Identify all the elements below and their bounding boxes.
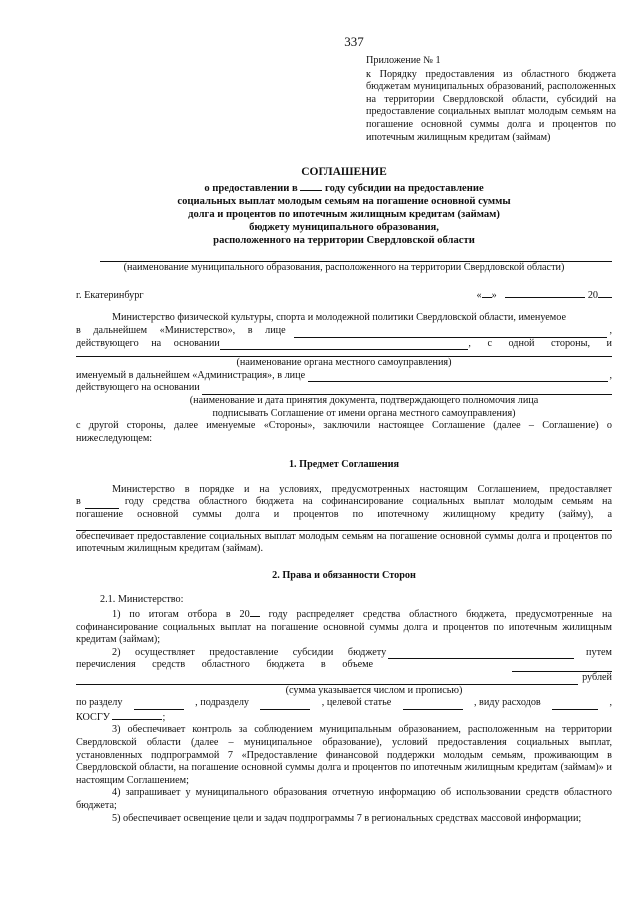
mo-name-caption: (наименование муниципального образования, расположенного на территории Свердловской области) [123, 262, 565, 274]
title-line-1-end: году субсидии на предоставление [325, 183, 484, 195]
administration-representative-label: именуемый в дальнейшем «Администрация», в лице [76, 369, 306, 381]
target-article-blank [403, 700, 463, 710]
item-2-by: путем [586, 646, 612, 658]
parties-block [76, 312, 612, 445]
page-number: 337 [344, 34, 364, 49]
ministry-representative-blank [294, 328, 608, 338]
appendix-text: к Порядку предоставления из областного бюджета бюджетам муниципальных образований, расположенных на территории Свердловской области, субсидий на предоставление социальных выплат молодым семьям на погашение основной суммы долга и процентов по ипотечным жилищным кредитам (займам) [366, 68, 616, 143]
kosgu-label: КОСГУ [76, 711, 110, 723]
section-1-line-4: обеспечивает предоставление социальных выплат молодым семьям на погашение основной суммы долга и процентов по ипотечным жилищным кредитам (займам). [76, 530, 612, 555]
semicolon: ; [162, 711, 166, 723]
organ-name-line [76, 350, 612, 357]
subsection-code-blank [260, 700, 310, 710]
amount-blank [512, 662, 612, 672]
section-code-label: по разделу [76, 697, 123, 709]
section-1-body [76, 484, 612, 556]
item-1-start: 1) по итогам отбора в 20 [112, 609, 250, 621]
item-2-line-5 [76, 710, 612, 725]
target-article-label: , целевой статье [321, 697, 392, 709]
administration-representative-blank [308, 372, 608, 382]
title-line-4: бюджету муниципального образования, [249, 222, 439, 234]
section-1-line-1: Министерство в порядке и на условиях, предусмотренных настоящим Соглашением, предоставляет [112, 483, 612, 495]
subsection-code-label: , подразделу [195, 697, 250, 709]
date-quote-close: » [491, 289, 497, 301]
comma: , [609, 697, 612, 709]
amount-words-blank [76, 675, 578, 685]
section-2-body [76, 594, 612, 825]
administration-basis-label: действующего на основании [76, 382, 200, 394]
year-blank [300, 181, 322, 191]
document-title [76, 166, 612, 247]
city: г. Екатеринбург [76, 289, 144, 301]
month-blank [505, 288, 585, 298]
section-1-line-2 [76, 496, 612, 509]
ministry-basis-label: действующего на основании [76, 337, 220, 349]
appendix-heading: Приложение № 1 [366, 55, 441, 66]
in-label: в [76, 496, 81, 508]
section-1-line-3: погашение основной суммы долга и процентов по ипотечному жилищному кредиту (займу), а [76, 509, 612, 521]
first-party-end: , с одной стороны, и [468, 337, 612, 349]
clause-2-1: 2.1. Министерство: [100, 594, 184, 606]
year-blank [250, 607, 260, 617]
item-2-line-3 [76, 672, 612, 685]
amount-caption: (сумма указывается числом и прописью) [285, 684, 463, 696]
section-2-title: 2. Права и обязанности Сторон [272, 569, 416, 581]
parties-line-5 [76, 382, 612, 395]
comma: , [609, 324, 612, 336]
title-main: СОГЛАШЕНИЕ [301, 166, 387, 179]
item-2-line-2 [76, 659, 612, 672]
item-2-transfer: перечисления средств областного бюджета в объеме [76, 659, 374, 671]
year-prefix: 20 [587, 289, 598, 301]
ministry-basis-blank [220, 340, 469, 350]
item-1-text: году распределяет средства областного бюджета, предусмотренные на софинансирование социальных выплат на погашение основной суммы долга и процентов по ипотечным жилищным кредитам (займам); [76, 609, 612, 646]
parties-line-3 [76, 338, 612, 351]
section-1-line-2-text: году средства областного бюджета на софинансирование социальных выплат молодым семьям на [124, 496, 612, 508]
kosgu-blank [112, 710, 162, 720]
item-2-start: 2) осуществляет предоставление субсидии бюджету [112, 646, 387, 658]
place-date-row [76, 288, 612, 303]
parties-line-2 [76, 325, 612, 338]
parties-line-4 [76, 370, 612, 383]
expense-type-blank [552, 700, 598, 710]
day-blank [482, 288, 492, 298]
year-suffix-blank [598, 288, 612, 298]
parties-line-1: Министерство физической культуры, спорта и молодежной политики Свердловской области, именуемое [112, 312, 566, 324]
item-2-line-4 [76, 697, 612, 710]
expense-type-label: , виду расходов [473, 697, 541, 709]
title-line-3: долга и процентов по ипотечным жилищным кредитам (займам) [188, 209, 500, 221]
mo-name-line [100, 255, 612, 262]
item-3: 3) обеспечивает контроль за соблюдением муниципальным образованием, расположенным на территории Свердловской области (далее – муниципальное образование), условий предоставления социальных выплат, установленных подпрограммой 7 «Предоставление финансовой поддержки молодым семьям, проживающим в Свердловской области, на погашение основной суммы долга и процентов по ипотечным жилищным кредитам (займам)» и настоящим Соглашением; [76, 724, 612, 786]
section-1-title: 1. Предмет Соглашения [288, 459, 400, 471]
budget-recipient-blank [388, 649, 574, 659]
title-line-1-start: о предоставлении в [204, 183, 298, 195]
basis-caption-2: подписывать Соглашение от имени органа местного самоуправления) [212, 407, 516, 419]
item-2-line-1 [76, 647, 612, 660]
parties-closing: с другой стороны, далее именуемые «Стороны», заключили настоящее Соглашение (далее – Соглашение) о нижеследующем: [76, 420, 612, 444]
year-blank [85, 499, 119, 509]
section-1-blank-line [76, 522, 612, 531]
rubles-label: рублей [582, 672, 612, 683]
title-line-1 [76, 181, 612, 195]
item-4: 4) запрашивает у муниципального образования отчетную информацию об использовании средств областного бюджета; [76, 787, 612, 811]
date-field [477, 288, 612, 303]
ministry-representative-label: в дальнейшем «Министерство», в лице [76, 324, 286, 336]
administration-basis-blank [202, 385, 612, 395]
title-line-5: расположенного на территории Свердловской области [213, 235, 475, 247]
section-code-blank [134, 700, 184, 710]
appendix-block [366, 55, 616, 144]
basis-caption-1: (наименование и дата принятия документа, подтверждающего полномочия лица [189, 394, 539, 406]
item-1 [76, 607, 612, 647]
organ-name-caption: (наименование органа местного самоуправления) [236, 357, 452, 369]
title-line-2: социальных выплат молодым семьям на погашение основной суммы [177, 196, 511, 208]
comma: , [609, 369, 612, 381]
item-5: 5) обеспечивает освещение цели и задач подпрограммы 7 в региональных средствах массовой информации; [112, 812, 582, 824]
date-quote-open: « [476, 289, 482, 301]
